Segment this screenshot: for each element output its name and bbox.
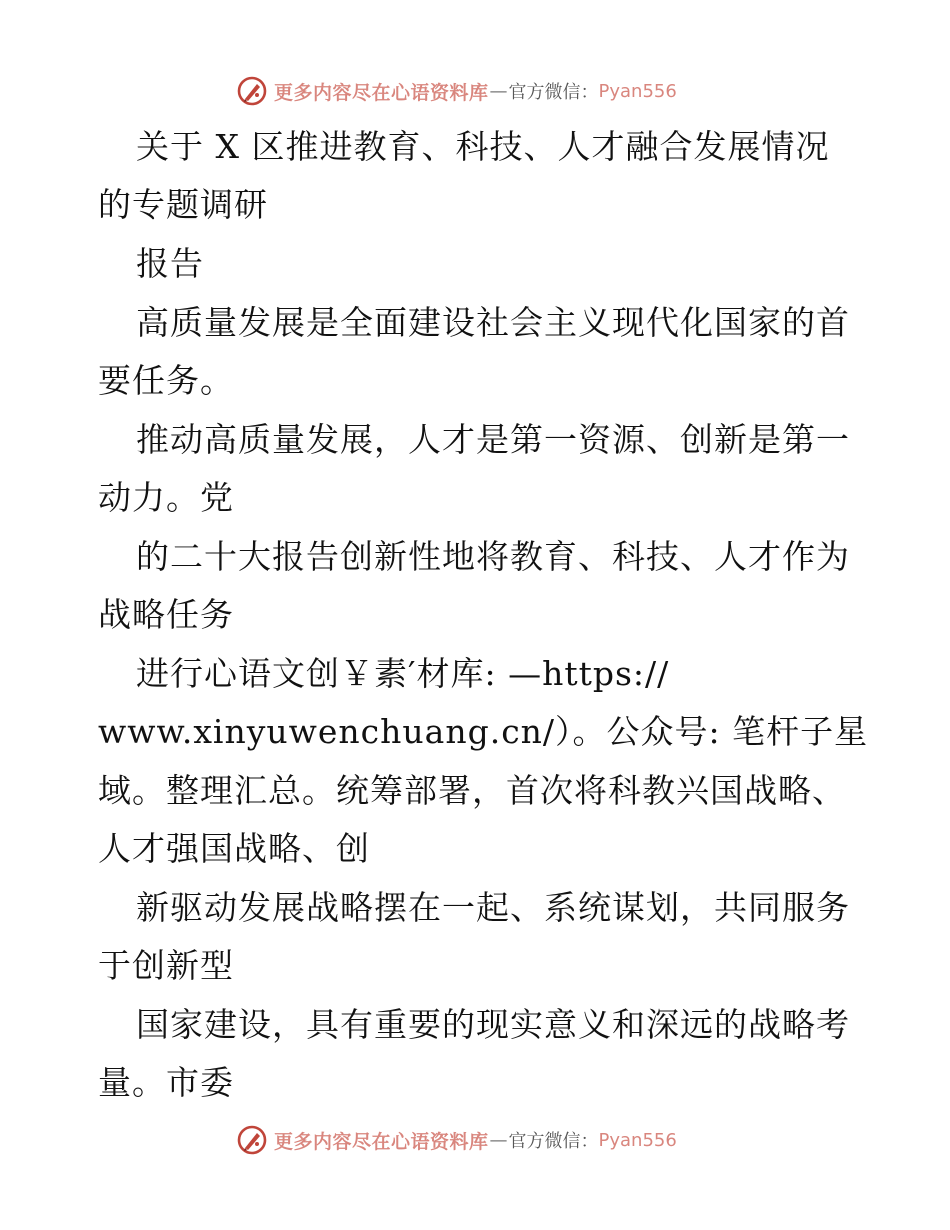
paragraph-line: 人才强国战略、创 — [98, 829, 370, 868]
paragraph-line: 新驱动发展战略摆在一起、系统谋划，共同服务 — [136, 888, 850, 927]
paragraph-line: 的二十大报告创新性地将教育、科技、人才作为 — [136, 537, 850, 576]
paragraph-line: 于创新型 — [98, 946, 234, 985]
paragraph-line: 推动高质量发展，人才是第一资源、创新是第一 — [136, 420, 850, 459]
title-line-2: 的专题调研 — [98, 185, 268, 224]
watermark-brand: 更多内容尽在心语资料库 — [274, 1130, 489, 1153]
watermark-wechat-id: Pyan556 — [598, 1129, 677, 1151]
watermark-separator: — — [489, 1129, 508, 1151]
pen-circle-logo-icon — [236, 1124, 268, 1156]
footer-watermark — [236, 1123, 677, 1157]
paragraph-line: 高质量发展是全面建设社会主义现代化国家的首 — [136, 303, 850, 342]
paragraph-line: 战略任务 — [98, 595, 234, 634]
paragraph-line: 量。市委 — [98, 1063, 234, 1102]
paragraph-line: 进行心语文创￥素′材库: —https:// — [136, 654, 670, 693]
paragraph-line: 域。整理汇总。统筹部署，首次将科教兴国战略、 — [98, 771, 846, 810]
watermark-brand: 更多内容尽在心语资料库 — [274, 81, 489, 104]
paragraph-line: 要任务。 — [98, 361, 234, 400]
paragraph-line: www.xinyuwenchuang.cn/）。公众号: 笔杆子星 — [98, 712, 869, 751]
watermark-wechat-id: Pyan556 — [598, 80, 677, 102]
watermark-label: 官方微信： — [508, 82, 599, 103]
title-line-1: 关于 X 区推进教育、科技、人才融合发展情况 — [136, 127, 830, 166]
watermark-label: 官方微信： — [508, 1131, 599, 1152]
header-watermark — [236, 74, 677, 108]
title-line-3: 报告 — [136, 244, 204, 283]
paragraph-line: 动力。党 — [98, 478, 234, 517]
paragraph-line: 国家建设，具有重要的现实意义和深远的战略考 — [136, 1005, 850, 1044]
watermark-separator: — — [489, 80, 508, 102]
pen-circle-logo-icon — [236, 75, 268, 107]
